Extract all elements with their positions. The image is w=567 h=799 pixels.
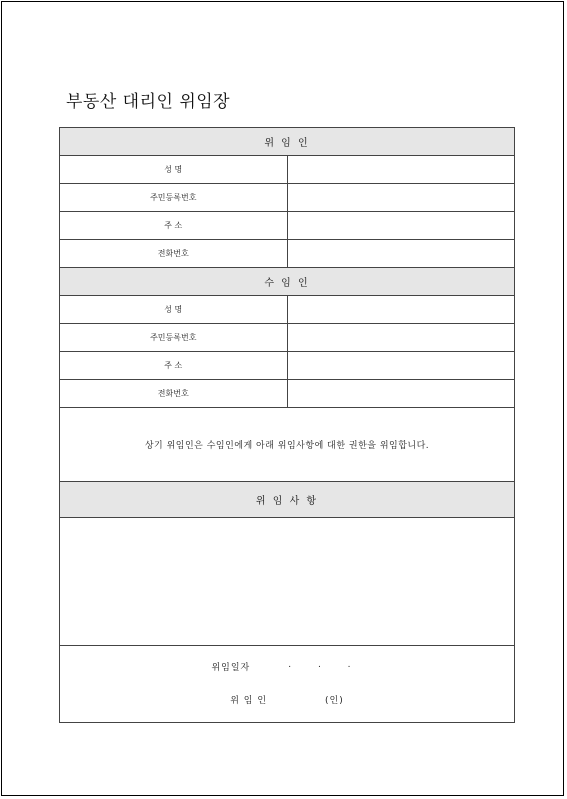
seal-mark: (인) [325,696,344,706]
agent-name-row [60,296,515,324]
principal-header-cell: 위 임 인 [60,128,515,156]
principal-name-label: 성 명 [60,156,288,184]
matters-section-header [60,482,515,518]
agent-name-label: 성 명 [60,296,288,324]
matters-content-field[interactable] [60,518,515,646]
signature-footer-row [60,646,515,723]
power-of-attorney-form [59,127,515,723]
agent-phone-label: 전화번호 [60,380,288,408]
matters-header-cell: 위 임 사 항 [60,482,515,518]
date-line [60,660,514,673]
principal-id-field[interactable] [287,184,515,212]
agent-id-row [60,324,515,352]
principal-id-label: 주민등록번호 [60,184,288,212]
principal-section-header [60,128,515,156]
agent-section-header [60,268,515,296]
principal-name-field[interactable] [287,156,515,184]
principal-address-field[interactable] [287,212,515,240]
agent-name-field[interactable] [287,296,515,324]
document-title: 부동산 대리인 위임장 [66,92,231,112]
agent-phone-row [60,380,515,408]
principal-name-row [60,156,515,184]
date-field[interactable]: . . . [288,660,363,670]
agent-header-cell: 수 임 인 [60,268,515,296]
delegation-statement-row [60,408,515,482]
principal-id-row [60,184,515,212]
agent-phone-field[interactable] [287,380,515,408]
principal-phone-label: 전화번호 [60,240,288,268]
principal-address-label: 주 소 [60,212,288,240]
date-label: 위임일자 [211,663,251,673]
agent-address-row [60,352,515,380]
signature-footer [60,646,515,723]
principal-address-row [60,212,515,240]
agent-address-label: 주 소 [60,352,288,380]
principal-signature-label: 위 임 인 [230,696,268,706]
principal-signature-line [60,693,514,706]
agent-address-field[interactable] [287,352,515,380]
agent-id-field[interactable] [287,324,515,352]
principal-phone-row [60,240,515,268]
principal-phone-field[interactable] [287,240,515,268]
matters-body-row [60,518,515,646]
delegation-statement: 상기 위임인은 수임인에게 아래 위임사항에 대한 권한을 위임합니다. [60,408,515,482]
agent-id-label: 주민등록번호 [60,324,288,352]
